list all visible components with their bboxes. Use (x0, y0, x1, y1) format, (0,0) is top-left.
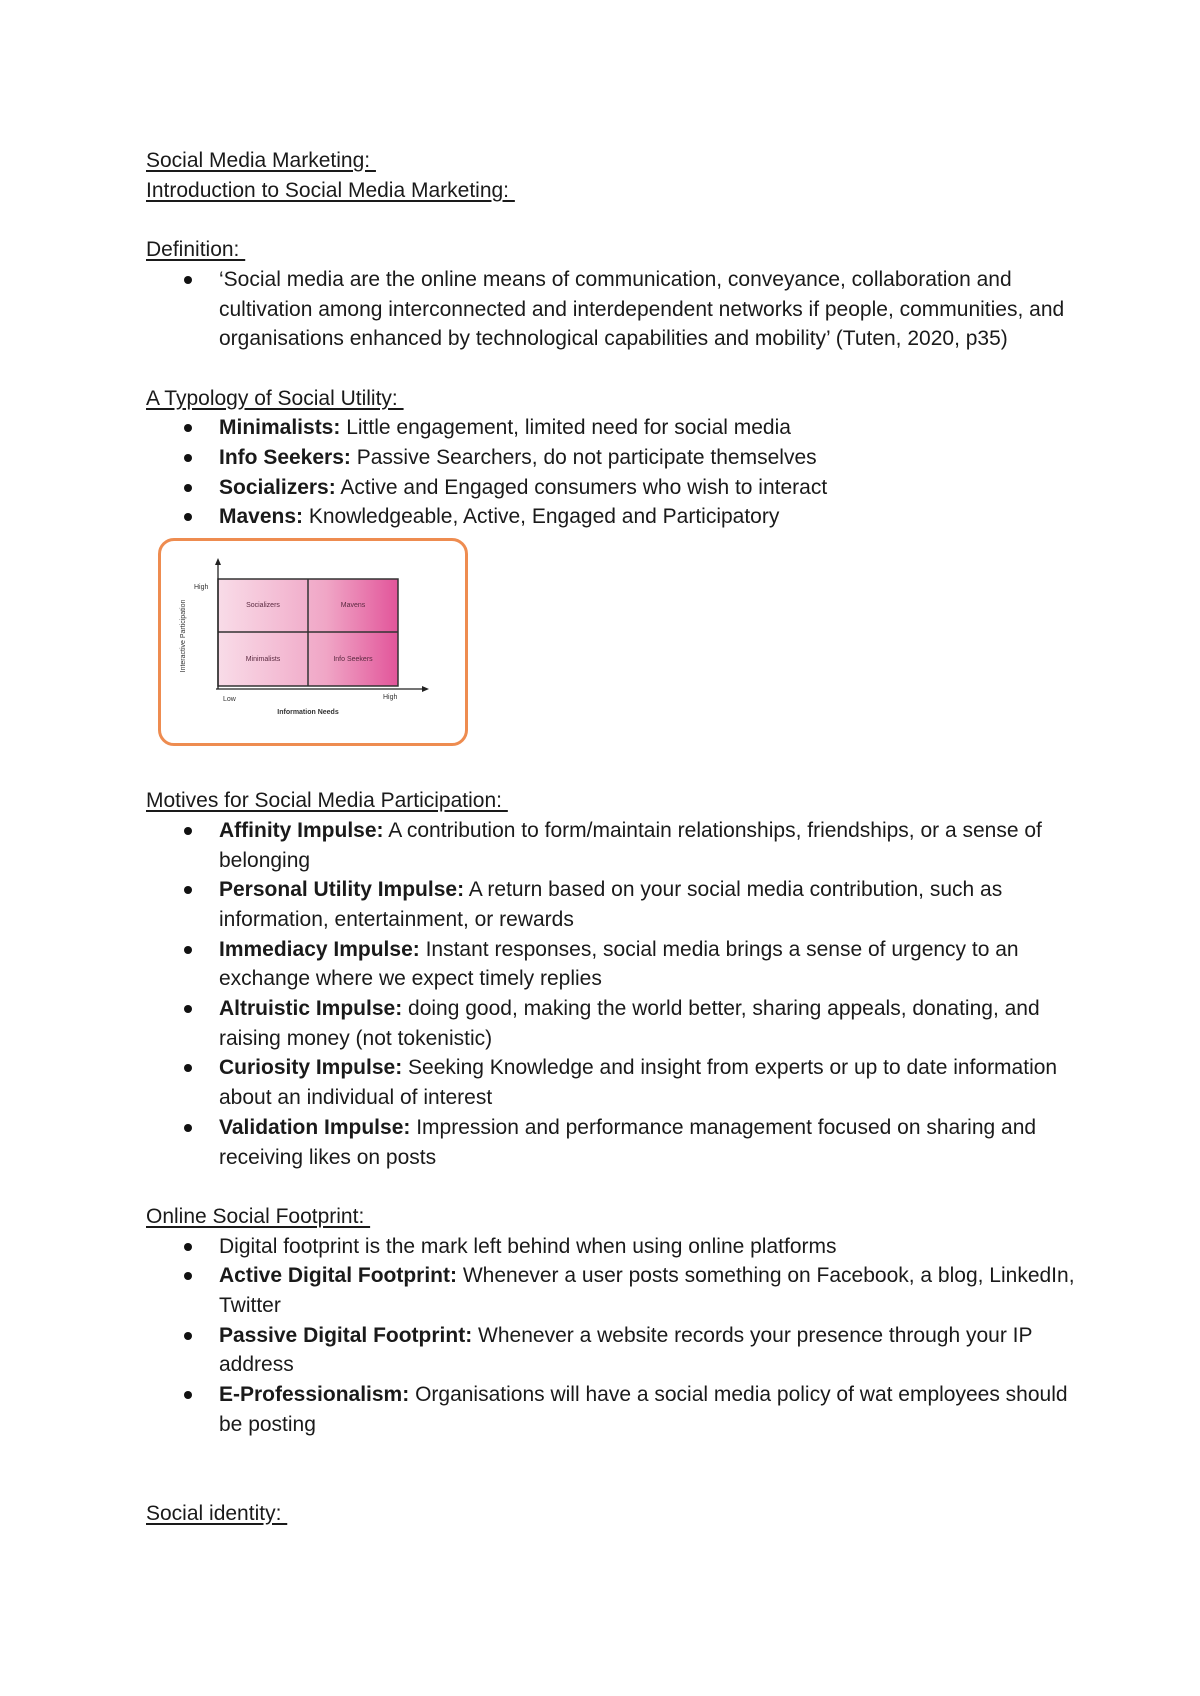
x-axis-low-label: Low (223, 696, 236, 704)
motives-list (146, 816, 1076, 1172)
spacer (146, 746, 1076, 786)
term-label: Validation Impulse: (219, 1115, 411, 1139)
term-description: A return based on your social media contribution, such as information, entertainment, or rewards (219, 878, 1003, 931)
spacer (146, 1440, 1076, 1499)
term-label: Altruistic Impulse: (219, 997, 403, 1021)
term-description: Instant responses, social media brings a sense of urgency to an exchange where we expect timely replies (219, 937, 1019, 991)
spacer (146, 1172, 1076, 1202)
y-axis-label: Interactive Participation (180, 599, 187, 673)
term-description: Digital footprint is the mark left behind when using online platforms (219, 1234, 837, 1258)
term-label: Minimalists: (219, 416, 341, 440)
list-item (146, 413, 1076, 443)
term-description: Passive Searchers, do not participate themselves (350, 446, 817, 469)
definition-list (146, 265, 1076, 354)
list-item (146, 1321, 1076, 1380)
list-item (146, 1380, 1076, 1439)
term-label: Immediacy Impulse: (219, 937, 420, 961)
list-item (146, 502, 1076, 532)
term-label: Info Seekers: (219, 446, 351, 469)
term-description: A contribution to form/maintain relationships, friendships, or a sense of belonging (219, 818, 1042, 872)
term-label: Personal Utility Impulse: (219, 878, 465, 902)
list-item (146, 1261, 1076, 1320)
spacer (146, 205, 1076, 235)
list-item (146, 994, 1076, 1053)
typology-matrix-svg (161, 541, 465, 743)
list-item (146, 935, 1076, 994)
heading-footprint: Online Social Footprint: (146, 1204, 371, 1228)
list-item (146, 1053, 1076, 1112)
term-description: Whenever a user posts something on Facebook, a blog, LinkedIn, Twitter (219, 1264, 1075, 1318)
term-description: Active and Engaged consumers who wish to interact (335, 475, 828, 499)
typology-list (146, 413, 1076, 532)
heading-motives: Motives for Social Media Participation: (146, 789, 508, 813)
x-axis-arrow-icon (422, 686, 429, 692)
definition-quote: ‘Social media are the online means of communication, conveyance, collaboration and cultivation among interconnected and interdependent networks if people, communities, and organisations enhanced by technological capabilities and mobility’ (Tuten, 2020, p35) (146, 265, 1076, 354)
document-title: Social Media Marketing: (146, 149, 376, 172)
x-axis-label: Information Needs (277, 709, 339, 717)
quadrant-label-info-seekers: Info Seekers (333, 656, 373, 664)
term-label: Curiosity Impulse: (219, 1056, 403, 1080)
quadrant-label-minimalists: Minimalists (245, 656, 281, 664)
term-label: E-Professionalism: (219, 1383, 410, 1407)
heading-social-identity: Social identity: (146, 1501, 288, 1525)
list-item (146, 1113, 1076, 1172)
document-page (146, 146, 1076, 1528)
term-description: Whenever a website records your presence through your IP address (219, 1323, 1033, 1377)
heading-typology: A Typology of Social Utility: (146, 386, 404, 410)
term-label: Mavens: (219, 505, 304, 529)
section-title-introduction: Introduction to Social Media Marketing: (146, 178, 515, 202)
y-axis-high-label: High (194, 584, 209, 592)
x-axis-high-label: High (383, 694, 398, 702)
list-item (146, 473, 1076, 503)
typology-matrix-figure (158, 538, 468, 746)
spacer (146, 354, 1076, 384)
term-description: doing good, making the world better, sharing appeals, donating, and raising money (not tokenistic) (219, 997, 1040, 1050)
term-label: Active Digital Footprint: (219, 1264, 457, 1288)
y-axis-arrow-icon (215, 558, 221, 565)
heading-definition: Definition: (146, 238, 246, 262)
term-description: Impression and performance management focused on sharing and receiving likes on posts (219, 1115, 1037, 1169)
footprint-list (146, 1232, 1076, 1440)
term-label: Affinity Impulse: (219, 818, 384, 842)
list-item (146, 875, 1076, 934)
quadrant-label-socializers: Socializers (246, 602, 280, 610)
quadrant-label-mavens: Mavens (340, 602, 366, 610)
term-label: Passive Digital Footprint: (219, 1323, 473, 1347)
list-item (146, 443, 1076, 473)
term-description: Organisations will have a social media policy of wat employees should be posting (219, 1383, 1068, 1436)
term-description: Seeking Knowledge and insight from experts or up to date information about an individual of interest (219, 1056, 1058, 1110)
list-item (146, 1232, 1076, 1262)
list-item (146, 816, 1076, 875)
term-description: Little engagement, limited need for social media (340, 416, 791, 440)
term-description: Knowledgeable, Active, Engaged and Participatory (303, 505, 780, 529)
term-label: Socializers: (219, 475, 336, 499)
